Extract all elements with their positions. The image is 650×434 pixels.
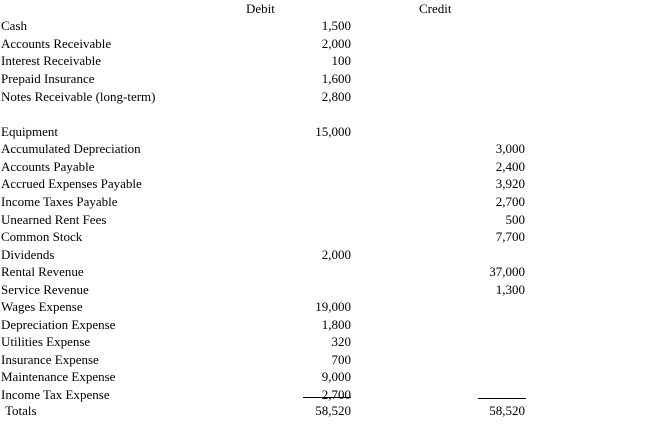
table-row	[0, 35, 650, 53]
table-row	[0, 228, 650, 246]
debit-amount: 2,000	[321, 36, 351, 51]
table-row	[0, 123, 650, 141]
table-row	[0, 17, 650, 35]
table-row	[0, 88, 650, 106]
account-name: Maintenance Expense	[1, 369, 116, 384]
table-row	[0, 263, 650, 281]
table-row	[0, 246, 650, 264]
account-name: Income Tax Expense	[1, 387, 110, 402]
account-name: Accounts Receivable	[1, 36, 112, 51]
table-row	[0, 70, 650, 88]
account-name: Prepaid Insurance	[1, 71, 95, 86]
credit-total-underline	[478, 398, 526, 399]
credit-column-header: Credit	[419, 1, 452, 16]
table-row	[0, 298, 650, 316]
debit-amount: 1,600	[321, 71, 351, 86]
debit-total-underline	[303, 397, 351, 398]
credit-amount: 3,000	[495, 141, 525, 156]
table-row	[0, 158, 650, 176]
debit-amount: 19,000	[315, 299, 351, 314]
credit-amount: 2,700	[495, 194, 525, 209]
table-row	[0, 386, 650, 404]
credit-amount: 1,300	[495, 282, 525, 297]
account-name: Service Revenue	[1, 282, 89, 297]
debit-amount: 1,500	[321, 18, 351, 33]
debit-column-header: Debit	[246, 1, 275, 16]
table-row	[0, 52, 650, 70]
table-row	[0, 351, 650, 369]
account-name: Depreciation Expense	[1, 317, 116, 332]
totals-credit: 58,520	[489, 403, 525, 418]
account-name: Dividends	[1, 247, 55, 262]
debit-amount: 2,000	[321, 247, 351, 262]
table-row	[0, 281, 650, 299]
credit-amount: 7,700	[495, 229, 525, 244]
credit-amount: 2,400	[495, 159, 525, 174]
debit-amount: 9,000	[321, 369, 351, 384]
credit-amount: 37,000	[489, 264, 525, 279]
totals-debit: 58,520	[315, 403, 351, 418]
totals-row	[0, 402, 650, 420]
table-row	[0, 333, 650, 351]
debit-amount: 100	[331, 53, 351, 68]
account-name: Common Stock	[1, 229, 83, 244]
credit-amount: 3,920	[495, 176, 525, 191]
account-name: Equipment	[1, 124, 59, 139]
totals-label: Totals	[5, 403, 37, 418]
account-name: Wages Expense	[1, 299, 83, 314]
account-name: Rental Revenue	[1, 264, 84, 279]
table-row	[0, 211, 650, 229]
debit-amount: 320	[331, 334, 351, 349]
table-row	[0, 175, 650, 193]
debit-amount: 15,000	[315, 124, 351, 139]
account-name: Notes Receivable (long-term)	[1, 89, 156, 104]
table-row	[0, 368, 650, 386]
account-name: Accounts Payable	[1, 159, 95, 174]
account-name: Income Taxes Payable	[1, 194, 118, 209]
account-name: Insurance Expense	[1, 352, 99, 367]
table-row	[0, 193, 650, 211]
account-name: Accrued Expenses Payable	[1, 176, 142, 191]
account-name: Interest Receivable	[1, 53, 101, 68]
credit-amount: 500	[505, 212, 525, 227]
debit-amount: 700	[331, 352, 351, 367]
debit-amount: 1,800	[321, 317, 351, 332]
debit-amount: 2,800	[321, 89, 351, 104]
account-name: Utilities Expense	[1, 334, 91, 349]
account-name: Accumulated Depreciation	[1, 141, 141, 156]
table-row	[0, 316, 650, 334]
account-name: Unearned Rent Fees	[1, 212, 107, 227]
table-row	[0, 140, 650, 158]
account-name: Cash	[1, 18, 27, 33]
debit-amount: 2,700	[321, 387, 351, 402]
